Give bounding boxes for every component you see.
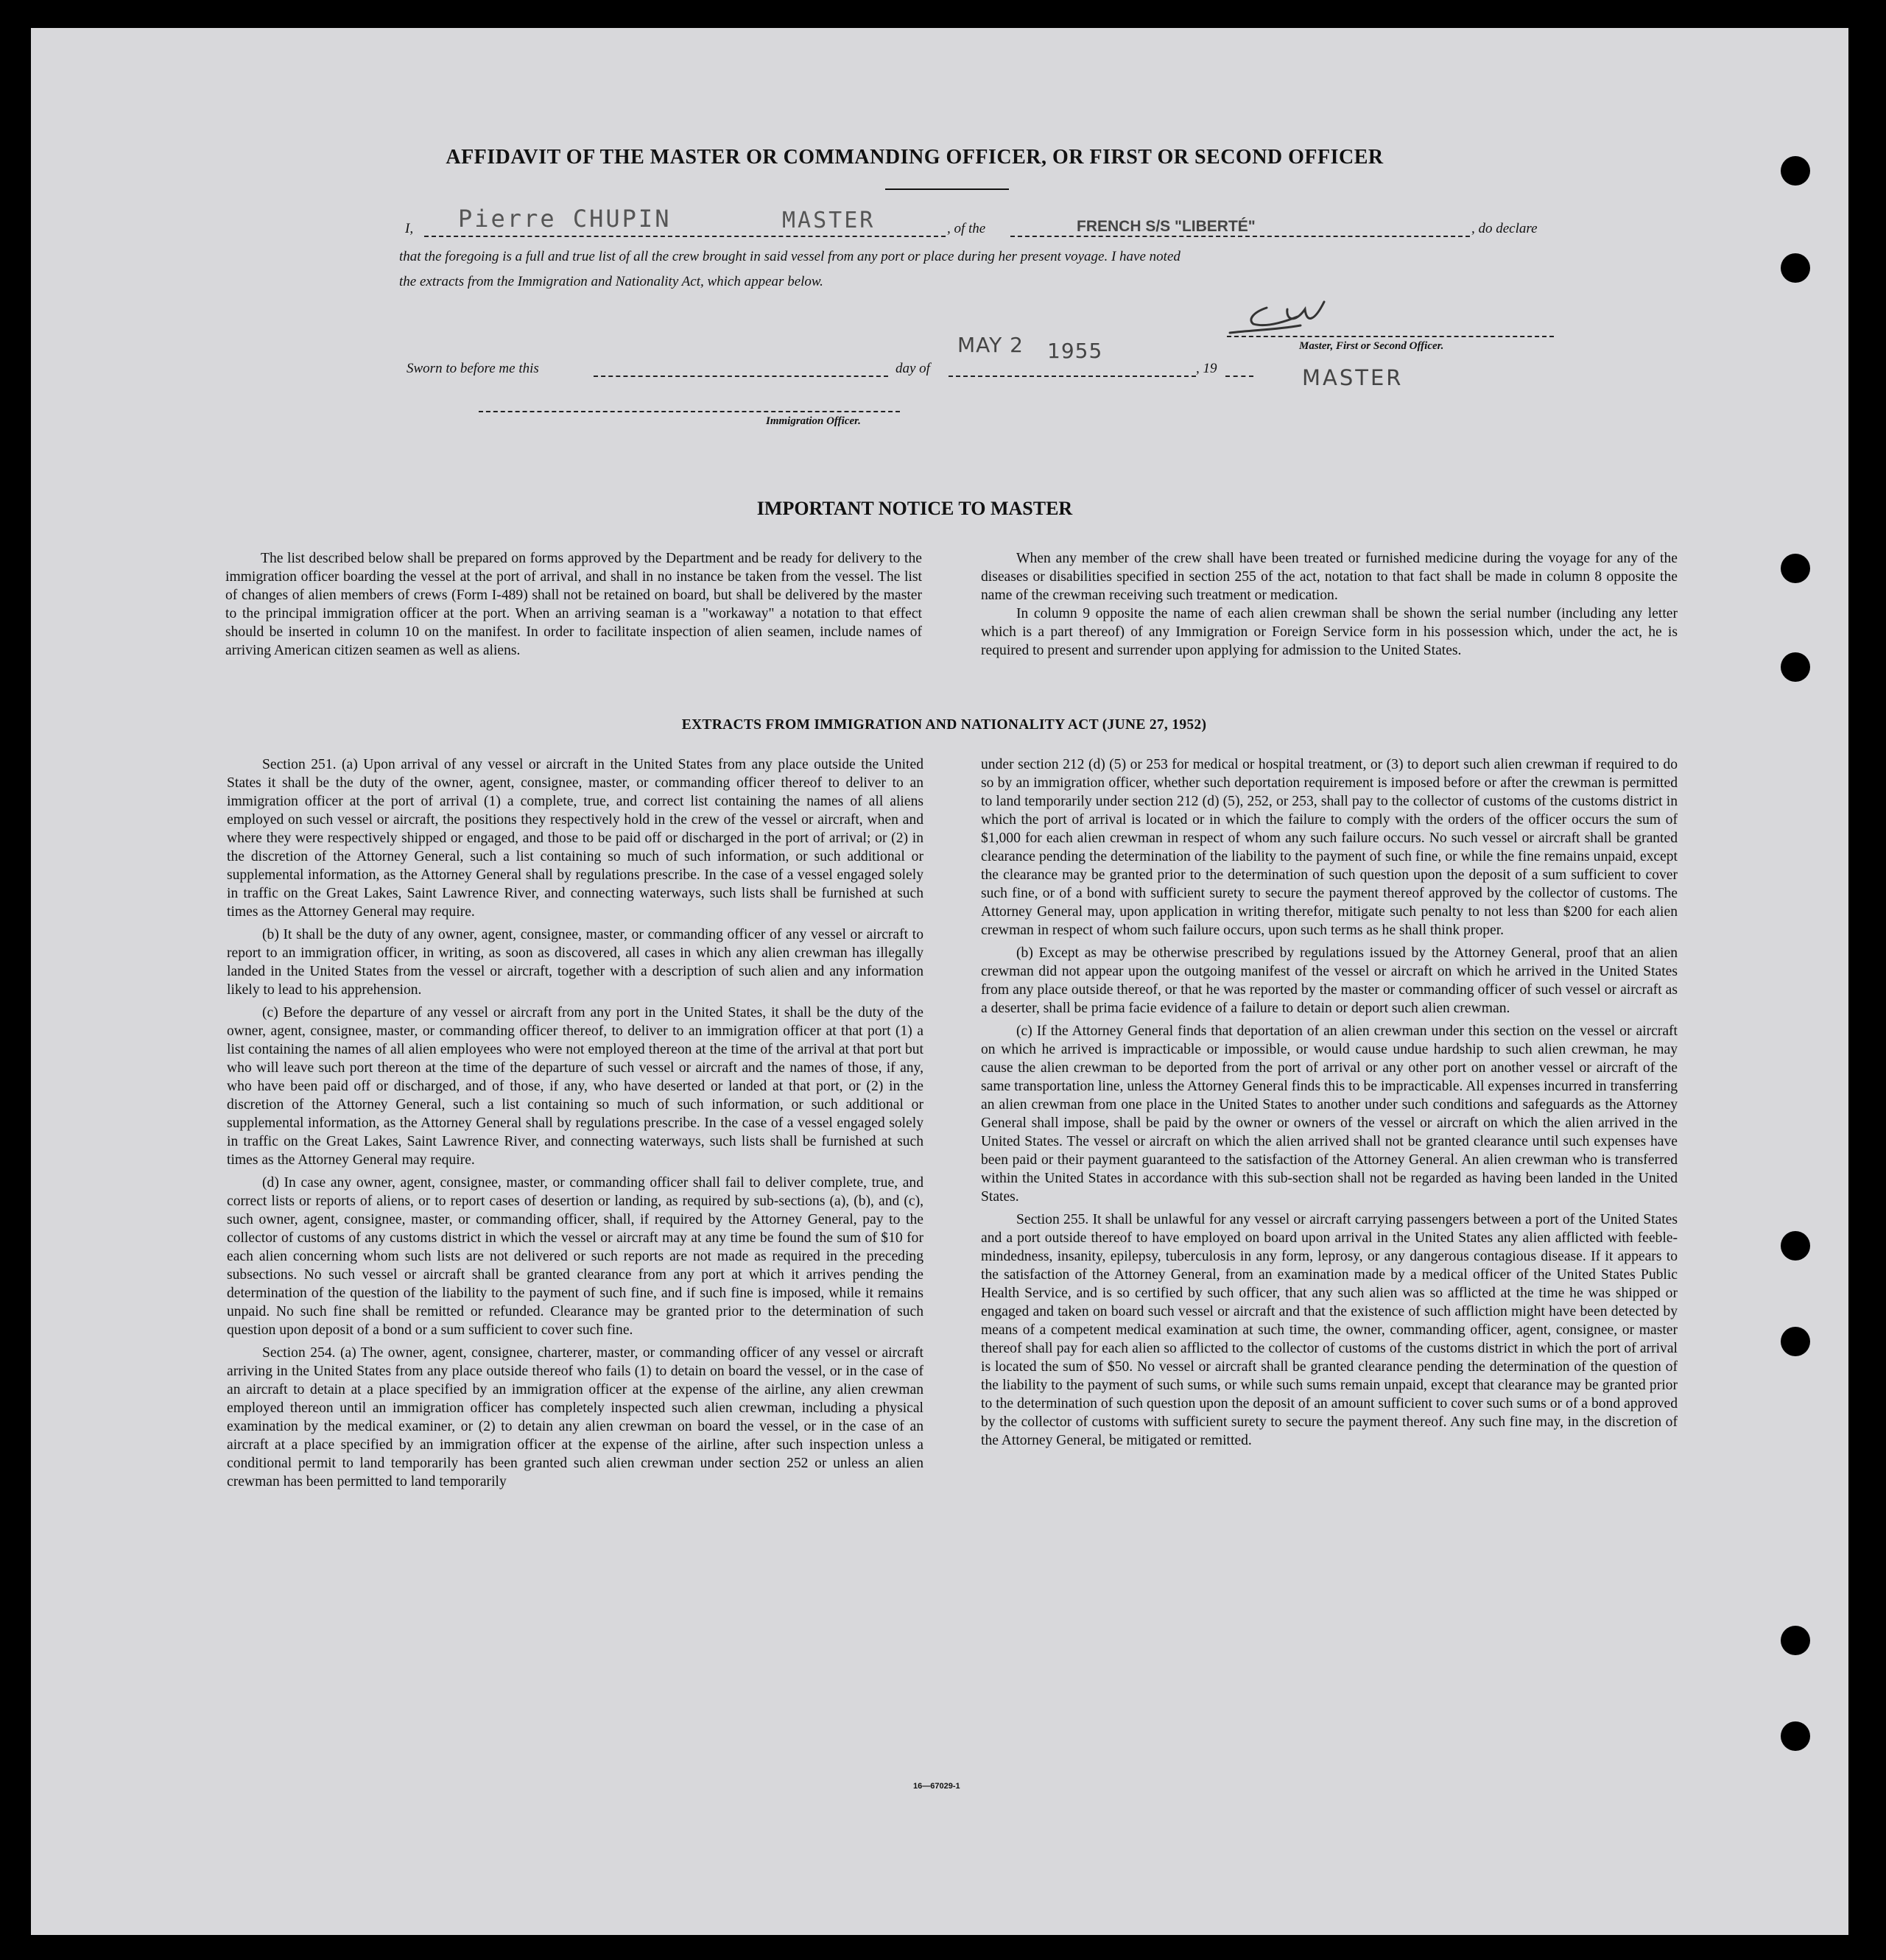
vessel-line: [1010, 236, 1470, 237]
section-254-a-cont: under section 212 (d) (5) or 253 for medical or hospital treatment, or (3) to deport such alien crewman if required to do so by an immigration officer, whether such deportation requirement is imposed before or after the crewman is permitted to land temporarily under section 212 (d) (5), 252, or 253, shall pay to the collector of customs of the customs district in which the port of arrival is located or in which the failure to comply with the orders of the officer occurs the sum of $1,000 for each alien crewman in respect of whom any such failure occurs. No such vessel or aircraft shall be granted clearance pending the determination of the liability to the payment of such fine, or while the fine remains unpaid, except the clearance may be granted prior to the determination of such question upon the deposit of a sum sufficient to cover such fine, or of a bond with sufficient surety to secure the payment thereof approved by the collector of customs. The Attorney General may, upon application in writing therefor, mitigate such penalty to not less than $200 for each alien crewman in respect of whom such failure occurs, upon such terms as he shall think proper.: [981, 757, 1678, 938]
extracts-left-column: [227, 755, 923, 1491]
sworn-month-line: [949, 376, 1196, 377]
signature-line: [1227, 336, 1554, 337]
punch-hole: [1781, 554, 1810, 583]
vessel-name: FRENCH S/S "LIBERTÉ": [1077, 218, 1256, 235]
date-stamp-year: 1955: [1047, 339, 1103, 363]
form-number: 16—67029-1: [913, 1782, 960, 1791]
sworn-label: Sworn to before me this: [407, 361, 539, 376]
year-prefix: , 19: [1196, 361, 1217, 376]
punch-hole: [1781, 652, 1810, 682]
document-page: [31, 28, 1848, 1935]
section-251-b: (b) It shall be the duty of any owner, agent, consignee, master, or commanding officer of any vessel or aircraft to report to an immigration officer, in writing, as soon as discovered, all cases in which any alien crewman has illegally landed in the United States from the vessel or aircraft, together with a description of such alien and any information likely to lead to his apprehension.: [227, 927, 923, 998]
year-line: [1225, 376, 1253, 377]
signature: [1224, 287, 1357, 346]
notice-right-paragraph-2: In column 9 opposite the name of each alien crewman shall be shown the serial number (including any letter which is a part thereof) of any Immigration or Foreign Service form in his possession which, under the act, he is required to present and surrender upon applying for admission to the United States.: [981, 606, 1678, 658]
notice-title: IMPORTANT NOTICE TO MASTER: [756, 498, 1073, 519]
master-name: Pierre CHUPIN: [458, 205, 672, 233]
do-declare-label: , do declare: [1471, 221, 1538, 236]
notice-left-paragraph: The list described below shall be prepared on forms approved by the Department and be ready for delivery to the immigration officer boarding the vessel at the port of arrival, and shall in no instance be taken from the vessel. The list of changes of alien members of crews (Form I-489) shall not be retained on board, but shall be delivered by the master to the principal immigration officer at the port. When an arriving seaman is a "workaway" a notation to that effect should be inserted in column 10 on the manifest. In order to facilitate inspection of alien seamen, include names of arriving American citizen seamen as well as aliens.: [225, 551, 922, 658]
section-254-a: Section 254. (a) The owner, agent, consignee, charterer, master, or commanding officer of any vessel or aircraft arriving in the United States from any place outside thereof who fails (1) to detain on board the vessel, or in the case of an aircraft to detain at a place specified by an immigration officer at the expense of the airline, any alien crewman employed thereon until an immigration officer has completely inspected such alien crewman, including a physical examination by the medical examiner, or (2) to detain any alien crewman on board the vessel, or in the case of an aircraft at a place specified by an immigration officer at the expense of the airline, after such inspection unless a conditional permit to land temporarily has been granted such alien crewman under section 252 or unless an alien crewman has been permitted to land temporarily: [227, 1345, 923, 1490]
section-254-b: (b) Except as may be otherwise prescribed by regulations issued by the Attorney General, proof that an alien crewman did not appear upon the outgoing manifest of the vessel or aircraft on which he arrived in the United States from any place outside thereof, or that he was reported by the master or commanding officer of such vessel or aircraft as a deserter, shall be prima facie evidence of a failure to detain or deport such alien crewman.: [981, 945, 1678, 1016]
punch-hole: [1781, 1327, 1810, 1356]
day-of-label: day of: [896, 361, 930, 376]
master-rank: MASTER: [782, 208, 876, 233]
extracts-right-column: [981, 755, 1678, 1450]
sworn-day-line: [594, 376, 888, 377]
of-the-label: , of the: [947, 221, 986, 236]
section-255: Section 255. It shall be unlawful for any vessel or aircraft carrying passengers between a port of the United States and a port outside thereof to have employed on board upon arrival in the United States any alien afflicted with feeble-mindedness, insanity, epilepsy, tuberculosis in any form, leprosy, or any dangerous contagious disease. If it appears to the satisfaction of the Attorney General, from an examination made by a medical officer of the United States Public Health Service, and is so certified by such officer, that any such alien was so afflicted at the time he was shipped or engaged and taken on board such vessel or aircraft and that the existence of such affliction might have been detected by means of a competent medical examination at such time, the owner, commanding officer, agent, consignee, or master thereof shall pay for each alien so afflicted to the collector of customs of the customs district in which the port of arrival is located the sum of $50. No vessel or aircraft shall be granted clearance pending the determination of the question of the liability to the payment of such sums, or while such sums remain unpaid, except that clearance may be granted prior to the determination of such question upon the deposit of an amount sufficient to cover such sums or of a bond approved by the collector of customs with sufficient surety to secure the payment thereof. Any such fine may, in the discretion of the Attorney General, be mitigated or remitted.: [981, 1212, 1678, 1448]
punch-hole: [1781, 1231, 1810, 1261]
immigration-officer-line: [479, 411, 900, 412]
section-251-d: (d) In case any owner, agent, consignee, master, or commanding officer shall fail to deliver complete, true, and correct lists or reports of aliens, or to report cases of desertion or landing, as required by sub-sections (a), (b), and (c), such owner, agent, consignee, master, or commanding officer, shall, if required by the Attorney General, pay to the collector of customs of any customs district in which the vessel or aircraft may at any time be found the sum of $10 for each alien concerning whom such lists are not delivered or such reports are not made as required in the preceding subsections. No such vessel or aircraft shall be granted clearance from any port at which it arrives pending the determination of the question of the liability to the payment of such fine, and if such fine is imposed, while it remains unpaid. No such fine shall be remitted or refunded. Clearance may be granted prior to the determination of such question upon deposit of a bond or a sum sufficient to cover such fine.: [227, 1175, 923, 1338]
notice-right-column: [981, 549, 1678, 660]
notice-left-column: [225, 549, 922, 660]
name-line: [424, 236, 946, 237]
immigration-officer-caption: Immigration Officer.: [766, 415, 861, 427]
title-underline: [885, 188, 1009, 190]
affidavit-prefix: I,: [405, 221, 414, 236]
date-stamp-month: MAY 2: [957, 333, 1024, 357]
section-251-c: (c) Before the departure of any vessel or aircraft from any port in the United States, it shall be the duty of the owner, agent, consignee, master, or commanding officer thereof, to deliver to an immigration officer at that port (1) a list containing the names of all alien employees who were not employed thereon at the time of the arrival at that port but who will leave such port thereon at the time of the departure of such vessel or aircraft and the names of those, if any, who have been paid off or discharged, and of those, if any, who have deserted or landed at that port, or (2) in the discretion of the Attorney General, such a list containing so much of such information, or such additional or supplemental information, as the Attorney General shall by regulations prescribe. In the case of a vessel engaged solely in traffic on the Great Lakes, Saint Lawrence River, and connecting waterways, such lists shall be furnished at such times as the Attorney General may require.: [227, 1005, 923, 1168]
affidavit-title: AFFIDAVIT OF THE MASTER OR COMMANDING OFFICER, OR FIRST OR SECOND OFFICER: [446, 146, 1384, 169]
punch-hole: [1781, 1626, 1810, 1655]
section-254-c: (c) If the Attorney General finds that deportation of an alien crewman under this section on the vessel or aircraft on which he arrived is impracticable or impossible, or would cause undue hardship to such alien crewman, he may cause the alien crewman to be deported from the port of arrival or any other port on another vessel or aircraft of the same transportation line, unless the Attorney General finds this to be impracticable. All expenses incurred in transferring an alien crewman from one place in the United States to another under such conditions and safeguards as the Attorney General shall impose, shall be paid by the owner or owners of the vessel or aircraft on which the alien arrived in the United States. The vessel or aircraft on which the alien arrived shall not be granted clearance until such expenses have been paid or their payment guaranteed to the satisfaction of the Attorney General. An alien crewman who is transferred within the United States in accordance with this sub-section shall not be regarded as having been landed in the United States.: [981, 1023, 1678, 1205]
signature-caption: Master, First or Second Officer.: [1299, 340, 1444, 352]
punch-hole: [1781, 253, 1810, 283]
section-251-a: Section 251. (a) Upon arrival of any vessel or aircraft in the United States from any place outside the United States it shall be the duty of the owner, agent, consignee, master, or commanding officer thereof to deliver to an immigration officer at the port of arrival (1) a complete, true, and correct list containing the names of all aliens employed on such vessel or aircraft, the positions they respectively hold in the crew of the vessel or aircraft, when and where they were respectively shipped or engaged, and those to be paid off or discharged in the port of arrival; or (2) in the discretion of the Attorney General, such a list containing so much of such information, or such additional or supplemental information, as the Attorney General shall by regulations prescribe. In the case of a vessel engaged solely in traffic on the Great Lakes, Saint Lawrence River, and connecting waterways, such lists shall be furnished at such times as the Attorney General may require.: [227, 757, 923, 920]
punch-hole: [1781, 1721, 1810, 1751]
affidavit-line-3: the extracts from the Immigration and Nationality Act, which appear below.: [399, 274, 823, 289]
extracts-title: EXTRACTS FROM IMMIGRATION AND NATIONALITY ACT (JUNE 27, 1952): [681, 717, 1207, 733]
master-stamp: MASTER: [1302, 365, 1404, 390]
affidavit-line-2: that the foregoing is a full and true list of all the crew brought in said vessel from any port or place during her present voyage. I have noted: [399, 249, 1180, 264]
notice-right-paragraph-1: When any member of the crew shall have been treated or furnished medicine during the voyage for any of the diseases or disabilities specified in section 255 of the act, notation to that fact shall be made in column 8 opposite the name of the crewman receiving such treatment or medication.: [981, 551, 1678, 603]
